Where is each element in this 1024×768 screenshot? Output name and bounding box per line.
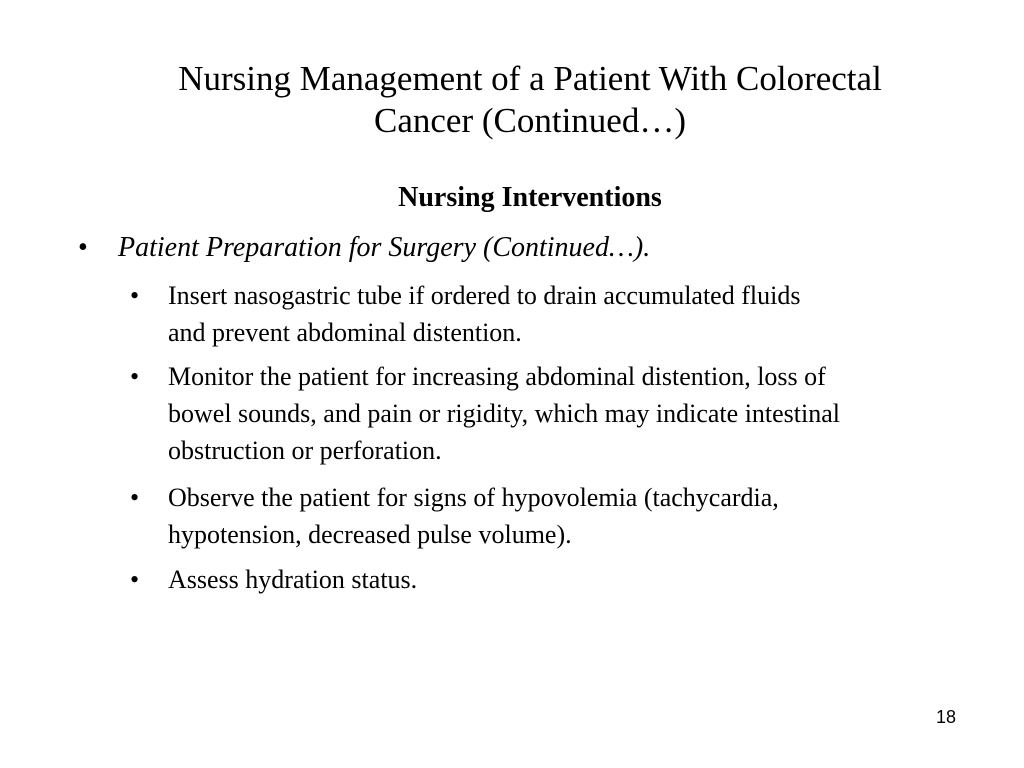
bullet-icon: • xyxy=(130,483,140,512)
slide-title-line: Nursing Management of a Patient With Colorectal xyxy=(178,59,882,98)
sub-bullet-line: Assess hydration status. xyxy=(168,565,418,594)
sub-bullet-line: bowel sounds, and pain or rigidity, which may indicate intestinal xyxy=(168,399,841,428)
slide-title xyxy=(100,58,960,142)
sub-bullet-line: Insert nasogastric tube if ordered to drain accumulated fluids xyxy=(168,281,801,310)
sub-bullet-line: Observe the patient for signs of hypovolemia (tachycardia, xyxy=(168,483,779,512)
bullet-icon: • xyxy=(130,565,140,594)
sub-bullet-line: hypotension, decreased pulse volume). xyxy=(168,520,572,549)
slide-title-line: Cancer (Continued…) xyxy=(374,101,686,140)
sub-bullet-text xyxy=(168,561,988,598)
sub-bullet-line: Monitor the patient for increasing abdominal distention, loss of xyxy=(168,362,826,391)
section-subheading: Nursing Interventions xyxy=(398,182,662,213)
bullet-icon: • xyxy=(130,281,140,310)
sub-bullet-text xyxy=(168,358,988,469)
bullet-icon: • xyxy=(78,232,88,263)
main-bullet-text: Patient Preparation for Surgery (Continued…). xyxy=(118,232,651,263)
sub-bullet-line: obstruction or perforation. xyxy=(168,436,442,465)
sub-bullet-text xyxy=(168,277,988,351)
bullet-icon: • xyxy=(130,362,140,391)
sub-bullet-line: and prevent abdominal distention. xyxy=(168,318,522,347)
sub-bullet-text xyxy=(168,479,988,553)
page-number: 18 xyxy=(936,707,957,727)
